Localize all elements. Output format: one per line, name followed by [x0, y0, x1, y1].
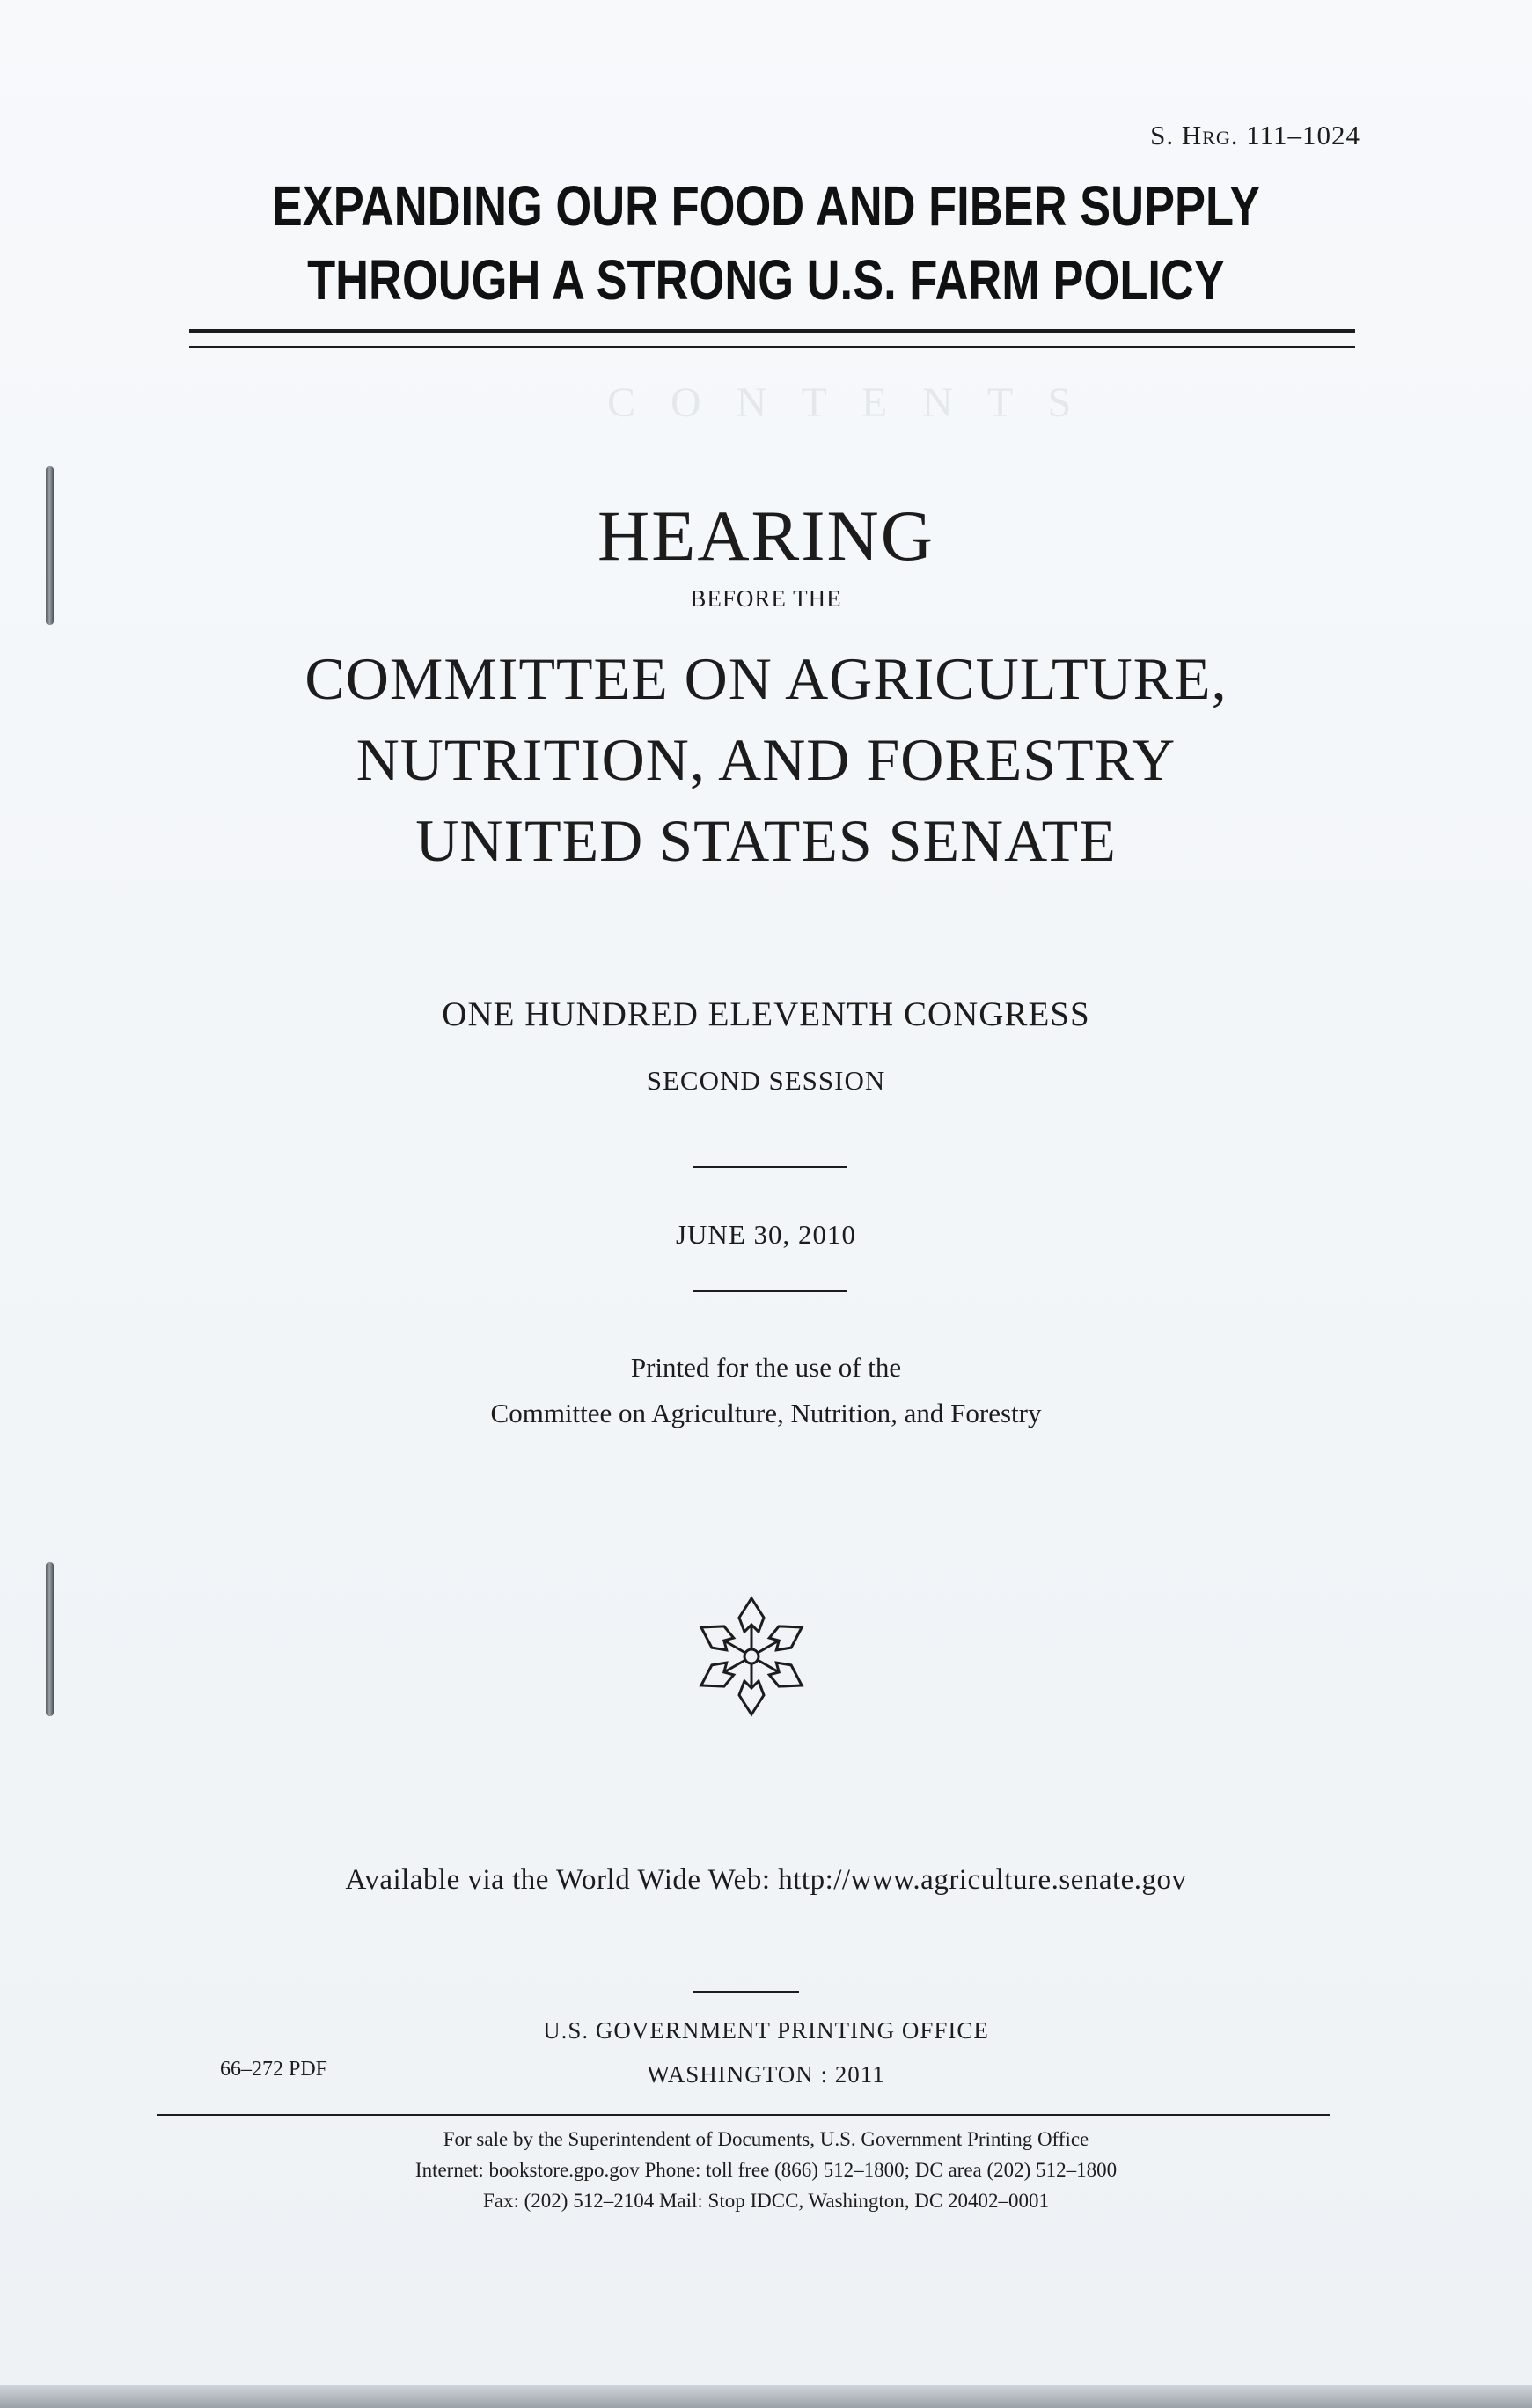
document-title — [138, 169, 1395, 317]
committee-line-3: UNITED STATES SENATE — [415, 807, 1117, 874]
gpo-emblem-icon — [686, 1591, 817, 1722]
sale-line-1: For sale by the Superintendent of Documents, U.S. Government Printing Office — [443, 2128, 1089, 2150]
hearing-date: JUNE 30, 2010 — [675, 1219, 857, 1250]
document-id: 66–272 PDF — [220, 2058, 328, 2081]
hearing-number — [1150, 120, 1360, 151]
hearing-heading: HEARING — [597, 496, 935, 576]
place-and-year: WASHINGTON : 2011 — [647, 2061, 885, 2088]
hearing-number-prefix: S. Hrg. — [1150, 120, 1239, 150]
before-the-label: BEFORE THE — [690, 585, 842, 612]
title-rule-thin — [189, 346, 1355, 348]
footer-rule — [157, 2114, 1330, 2116]
sale-line-2: Internet: bookstore.gpo.gov Phone: toll free (866) 512–1800; DC area (202) 512–1800 — [414, 2159, 1118, 2181]
divider-rule-3 — [693, 1991, 799, 1993]
bleed-through-text: C O N T E N T S — [607, 379, 1084, 426]
sale-line-3: Fax: (202) 512–2104 Mail: Stop IDCC, Washington, DC 20402–0001 — [482, 2190, 1049, 2212]
title-rule-thick — [189, 329, 1355, 333]
printed-for-line-1: Printed for the use of the — [630, 1352, 902, 1383]
staple-bottom — [46, 1562, 54, 1716]
publisher-name: U.S. GOVERNMENT PRINTING OFFICE — [543, 2017, 989, 2044]
title-line-1: EXPANDING OUR FOOD AND FIBER SUPPLY — [271, 174, 1261, 238]
committee-line-1: COMMITTEE ON AGRICULTURE, — [304, 645, 1228, 712]
congress-label: ONE HUNDRED ELEVENTH CONGRESS — [442, 995, 1090, 1033]
sale-information — [0, 2124, 1532, 2216]
divider-rule-1 — [693, 1166, 847, 1168]
committee-name — [0, 638, 1532, 881]
web-availability: Available via the World Wide Web: http://www.agriculture.senate.gov — [345, 1864, 1187, 1896]
divider-rule-2 — [693, 1290, 847, 1292]
page-bottom-edge — [0, 2385, 1532, 2408]
title-line-2: THROUGH A STRONG U.S. FARM POLICY — [307, 248, 1225, 312]
printed-for-line-2: Committee on Agriculture, Nutrition, and Forestry — [490, 1398, 1042, 1428]
session-label: SECOND SESSION — [646, 1065, 886, 1096]
hearing-number-value: 111–1024 — [1246, 120, 1360, 150]
committee-line-2: NUTRITION, AND FORESTRY — [356, 726, 1176, 793]
printed-for-note — [0, 1345, 1532, 1436]
